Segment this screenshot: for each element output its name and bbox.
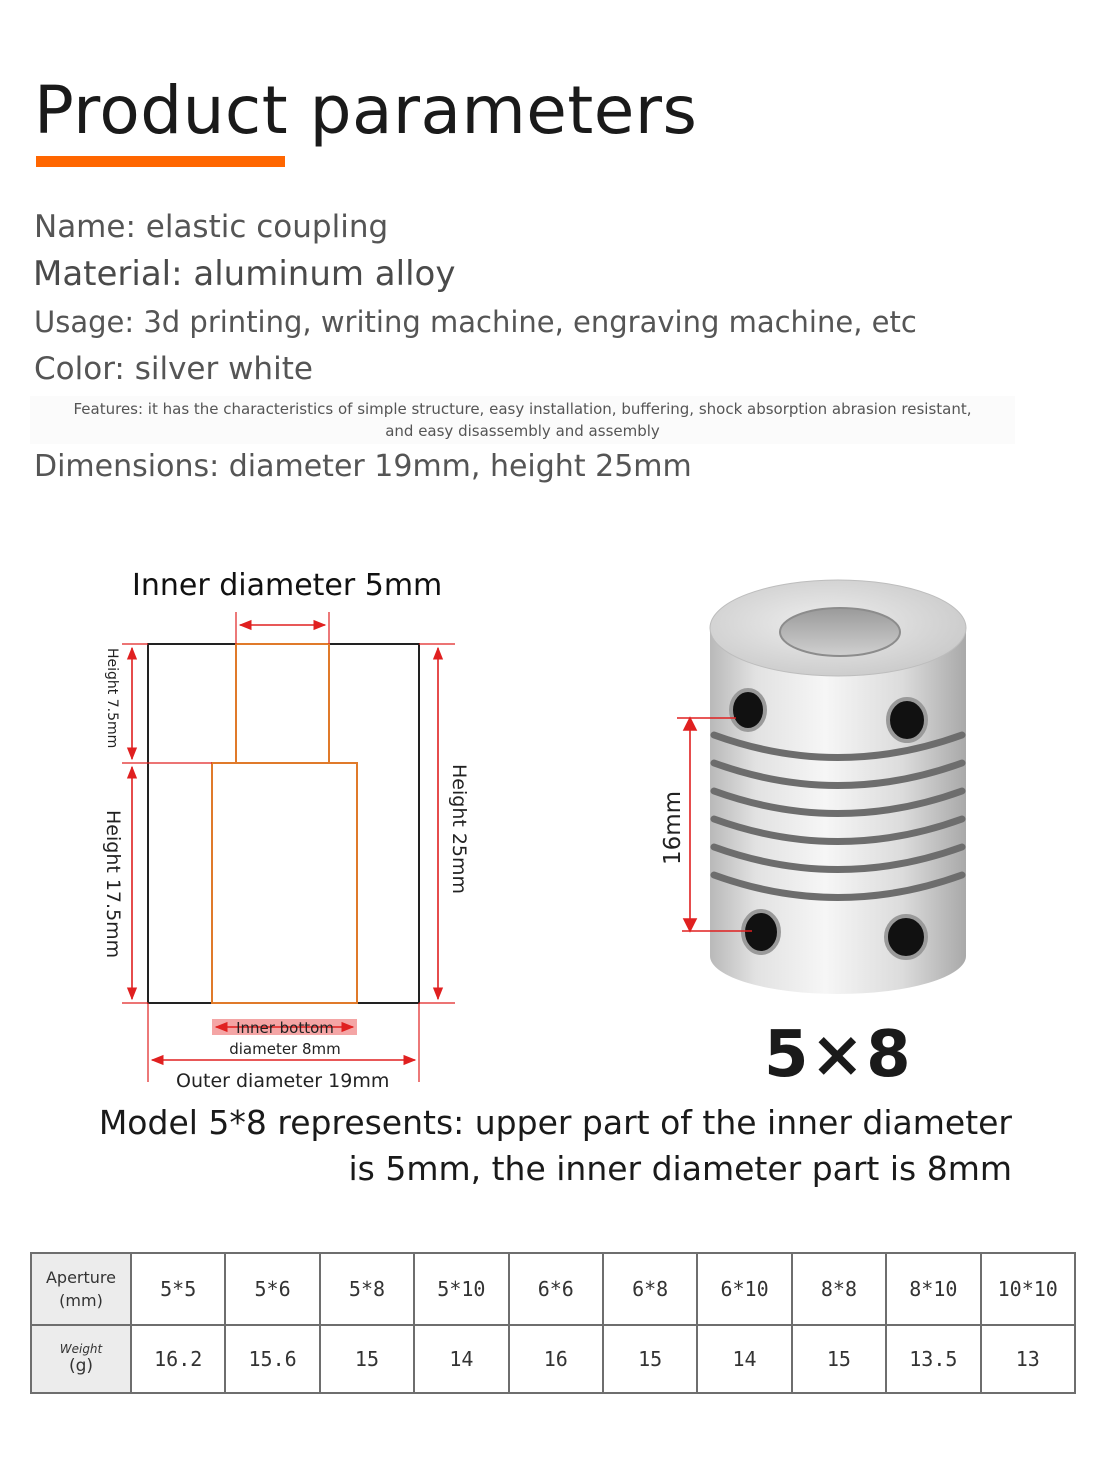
- weight-row: [31, 1325, 1075, 1393]
- aperture-cell: 8*10: [886, 1253, 980, 1325]
- spec-table: [30, 1252, 1076, 1394]
- weight-cell: 15.6: [225, 1325, 319, 1393]
- aperture-header-label: Aperture: [45, 1268, 116, 1287]
- title-underline: [36, 156, 285, 167]
- param-dimensions: Dimensions: diameter 19mm, height 25mm: [34, 449, 692, 484]
- aperture-cell: 10*10: [981, 1253, 1075, 1325]
- aperture-row: [31, 1253, 1075, 1325]
- param-usage: Usage: 3d printing, writing machine, engraving machine, etc: [34, 305, 917, 339]
- bore-hole: [780, 608, 900, 656]
- param-color: Color: silver white: [34, 351, 313, 387]
- weight-cell: 14: [414, 1325, 508, 1393]
- weight-cell: 16: [509, 1325, 603, 1393]
- page-title: Product parameters: [34, 72, 698, 149]
- param-material: Material: aluminum alloy: [33, 254, 456, 294]
- weight-cell: 14: [697, 1325, 791, 1393]
- slot-span-label: 16mm: [660, 790, 686, 865]
- model-description: [60, 1100, 1012, 1192]
- weight-cell: 15: [792, 1325, 886, 1393]
- aperture-cell: 6*8: [603, 1253, 697, 1325]
- weight-cell: 13: [981, 1325, 1075, 1393]
- aperture-cell: 5*10: [414, 1253, 508, 1325]
- weight-header: [31, 1325, 131, 1393]
- weight-header-unit: (g): [68, 1355, 94, 1376]
- features-line-2: and easy disassembly and assembly: [385, 422, 660, 440]
- param-name: Name: elastic coupling: [34, 209, 389, 245]
- weight-header-label: Weight: [59, 1341, 103, 1356]
- inner-bottom-label: [160, 1018, 410, 1060]
- height-lower-label: Height 17.5mm: [102, 810, 124, 959]
- aperture-cell: 6*10: [697, 1253, 791, 1325]
- upper-bore: [236, 644, 329, 763]
- aperture-cell: 8*8: [792, 1253, 886, 1325]
- aperture-cell: 5*5: [131, 1253, 225, 1325]
- weight-cell: 15: [320, 1325, 414, 1393]
- weight-cell: 13.5: [886, 1325, 980, 1393]
- product-image: [662, 548, 1002, 998]
- outer-diameter-label: Outer diameter 19mm: [176, 1070, 390, 1092]
- weight-cell: 15: [603, 1325, 697, 1393]
- coupling-illustration: [662, 548, 1002, 998]
- aperture-cell: 5*8: [320, 1253, 414, 1325]
- outer-outline: [148, 644, 419, 1003]
- aperture-cell: 5*6: [225, 1253, 319, 1325]
- lower-bore: [212, 763, 357, 1003]
- coupling-dimension-diagram: [0, 560, 560, 1100]
- inner-bottom-line-2: diameter 8mm: [229, 1040, 341, 1058]
- features-line-1: Features: it has the characteristics of simple structure, easy installation, buffering, shock absorption abrasion resistant,: [73, 400, 972, 418]
- param-features: [30, 396, 1015, 444]
- model-description-line-1: Model 5*8 represents: upper part of the inner diameter: [98, 1103, 1012, 1142]
- aperture-header-unit: (mm): [59, 1291, 103, 1310]
- weight-cell: 16.2: [131, 1325, 225, 1393]
- aperture-header: [31, 1253, 131, 1325]
- inner-bottom-line-1: Inner bottom: [236, 1019, 334, 1037]
- aperture-cell: 6*6: [509, 1253, 603, 1325]
- height-total-label: Height 25mm: [448, 764, 470, 895]
- height-upper-label: Height 7.5mm: [104, 648, 120, 749]
- model-description-line-2: is 5mm, the inner diameter part is 8mm: [348, 1149, 1012, 1188]
- model-designation: 5×8: [764, 1018, 913, 1092]
- inner-diameter-label: Inner diameter 5mm: [132, 568, 443, 603]
